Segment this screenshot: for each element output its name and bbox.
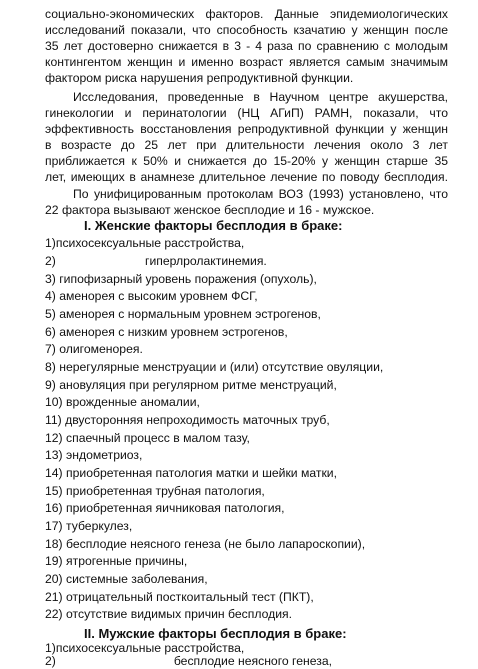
- item-text: аменорея с нормальным уровнем эстрогенов,: [59, 307, 321, 321]
- list-item: [45, 465, 337, 481]
- item-text: нерегулярные менструации и (или) отсутствие овуляции,: [59, 360, 384, 374]
- female-factors-heading: I. Женские факторы бесплодия в браке:: [84, 218, 343, 233]
- list-item: [45, 324, 288, 340]
- item-number: 2): [45, 254, 56, 268]
- item-number: 9): [45, 378, 56, 392]
- paragraph-line: гинекологии и перинатологии (НЦ АГиП) РАМН, показали, что: [45, 106, 448, 120]
- item-number: 16): [45, 501, 63, 515]
- item-number: 21): [45, 590, 63, 604]
- item-text: отсутствие видимых причин бесплодия.: [66, 607, 292, 621]
- paragraph-line: По унифицированным протоколам ВОЗ (1993) установлено, что: [73, 187, 448, 201]
- item-number: 20): [45, 572, 63, 586]
- item-number: 11): [45, 413, 62, 427]
- item-text: ановуляция при регулярном ритме менструаций,: [59, 378, 337, 392]
- list-item: [45, 288, 258, 304]
- item-text: туберкулез,: [66, 519, 133, 533]
- item-text: бесплодие неясного генеза,: [173, 654, 333, 668]
- list-item: [45, 553, 187, 569]
- item-number: 14): [45, 466, 63, 480]
- item-text: приобретенная яичниковая патология,: [66, 501, 285, 515]
- list-item: [45, 536, 365, 552]
- list-item: [45, 377, 337, 393]
- list-item: [45, 483, 265, 499]
- item-text: отрицательный посткоитальный тест (ПКТ),: [66, 590, 314, 604]
- paragraph-line: 22 фактора вызывают женское бесплодие и 16 - мужское.: [45, 203, 375, 217]
- item-number: 7): [45, 342, 56, 356]
- paragraph-line: эффективность восстановления репродуктивной функции у женщин: [45, 122, 448, 136]
- paragraph-line: социально-экономических факторов. Данные эпидемиологических: [45, 7, 448, 21]
- item-number: 5): [45, 307, 56, 321]
- item-text: врожденные аномалии,: [66, 395, 200, 409]
- paragraph-line: лет, имеющих в анамнезе длительное лечение по поводу бесплодия.: [45, 170, 448, 184]
- item-number: 3): [45, 272, 56, 286]
- list-item: [45, 430, 250, 446]
- list-item: [45, 500, 285, 516]
- list-item: [45, 518, 132, 534]
- item-number: 2): [45, 654, 56, 668]
- item-text: приобретенная трубная патология,: [66, 484, 265, 498]
- item-text: гиперлролактинемия.: [145, 254, 267, 268]
- male-factors-heading: II. Мужские факторы бесплодия в браке:: [84, 626, 347, 641]
- item-text: олигоменорея.: [59, 342, 143, 356]
- item-text: эндометриоз,: [66, 448, 143, 462]
- paragraph-line: фактором риска нарушения репродуктивной функции.: [45, 71, 354, 85]
- list-item: [45, 606, 292, 622]
- item-number: 8): [45, 360, 56, 374]
- item-text: системные заболевания,: [66, 572, 208, 586]
- item-number: 10): [45, 395, 63, 409]
- paragraph-line: контингентом женщин и именно возраст является самым значимым: [45, 55, 448, 69]
- list-item: [45, 359, 383, 375]
- item-number: 19): [45, 554, 63, 568]
- item-number: 15): [45, 484, 63, 498]
- paragraph-line: исследований показали, что способность кзачатию у женщин после: [45, 23, 448, 37]
- item-text: приобретенная патология матки и шейки матки,: [66, 466, 337, 480]
- list-item: [45, 447, 142, 463]
- item-text: спаечный процесс в малом тазу,: [66, 431, 250, 445]
- item-number: 17): [45, 519, 63, 533]
- item-text: двусторонняя непроходимость маточных труб,: [65, 413, 330, 427]
- list-item: [45, 394, 200, 410]
- item-text: аменорея с высоким уровнем ФСГ,: [59, 289, 258, 303]
- paragraph-line: 35 лет достоверно снижается в 3 - 4 раза по сравнению с молодым: [45, 39, 448, 53]
- item-number: 22): [45, 607, 63, 621]
- list-item: [45, 341, 143, 357]
- item-text: психосексуальные расстройства,: [55, 236, 245, 250]
- item-number: 13): [45, 448, 63, 462]
- item-number: 4): [45, 289, 56, 303]
- list-item: [45, 306, 321, 322]
- item-text: аменорея с низким уровнем эстрогенов,: [59, 325, 288, 339]
- item-text: психосексуальные расстройства,: [55, 641, 245, 655]
- item-text: бесплодие неясного генеза (не было лапароскопии),: [66, 537, 366, 551]
- paragraph-line: в возрасте до 25 лет при длительности лечения около 3 лет: [45, 138, 448, 152]
- list-item: [45, 253, 267, 269]
- list-item: [45, 589, 314, 605]
- list-item: [45, 271, 317, 287]
- list-item: [45, 571, 208, 587]
- item-text: гипофизарный уровень поражения (опухоль),: [59, 272, 317, 286]
- list-item: [45, 412, 330, 428]
- item-text: ятрогенные причины,: [66, 554, 188, 568]
- item-number: 1): [45, 236, 56, 250]
- paragraph-line: приближается к 50% и снижается до 15-20% у женщин старше 35: [45, 154, 448, 168]
- item-number: 12): [45, 431, 63, 445]
- item-number: 1): [45, 641, 56, 655]
- list-item: [45, 235, 244, 251]
- item-number: 6): [45, 325, 56, 339]
- paragraph-line: Исследования, проведенные в Научном центре акушерства,: [73, 90, 448, 104]
- item-number: 18): [45, 537, 63, 551]
